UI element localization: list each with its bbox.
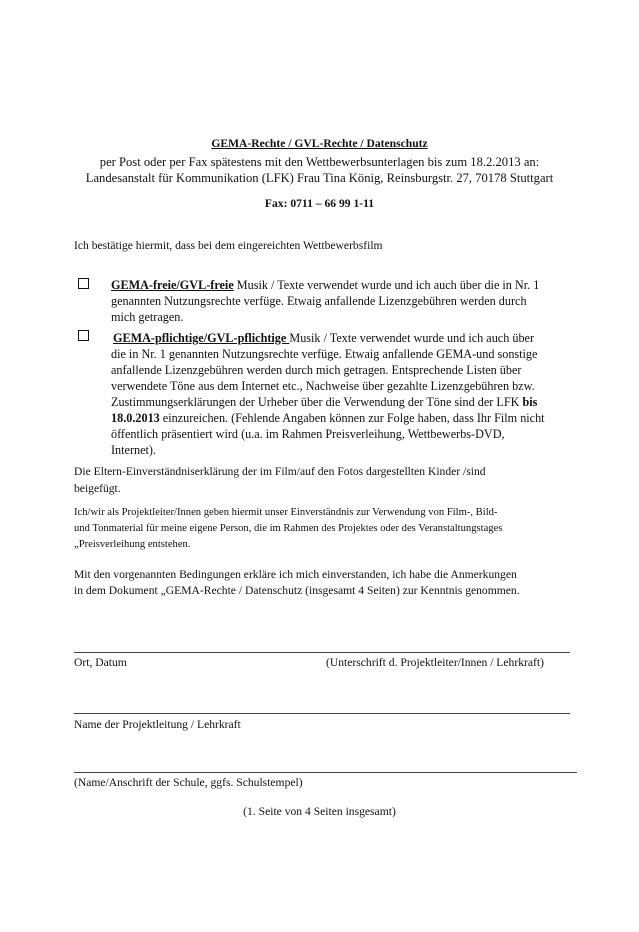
- option2-line2: die in Nr. 1 genannten Nutzungsrechte verfüge. Etwaig anfallende GEMA-und sonstige: [111, 347, 538, 361]
- parents-line2: beigefügt.: [74, 482, 121, 495]
- project-lead-label: Name der Projektleitung / Lehrkraft: [74, 718, 241, 731]
- page-footer: (1. Seite von 4 Seiten insgesamt): [243, 805, 396, 818]
- header-fax: Fax: 0711 – 66 99 1-11: [264, 197, 375, 210]
- checkbox-gema-required[interactable]: [78, 330, 89, 341]
- option1-line3: mich getragen.: [111, 310, 184, 324]
- option2-line8: Internet).: [111, 443, 157, 457]
- consent-line1: Ich/wir als Projektleiter/Innen geben hiermit unser Einverständnis zur Verwendung von Film-, Bild-: [74, 507, 498, 518]
- parents-line1: Die Eltern-Einverständniserklärung der im Film/auf den Fotos dargestellten Kinder /sind: [74, 465, 486, 478]
- signature-line-2[interactable]: [74, 713, 570, 714]
- option2-label: GEMA-pflichtige/GVL-pflichtige: [113, 331, 290, 345]
- option2-line4: verwendete Töne aus dem Internet etc., Nachweise über gezahlte Lizenzgebühren bzw.: [111, 379, 535, 393]
- option1-line1: GEMA-freie/GVL-freie Musik / Texte verwendet wurde und ich auch über die in Nr. 1: [111, 278, 540, 292]
- document-title: GEMA-Rechte / GVL-Rechte / Datenschutz: [211, 137, 428, 150]
- agreement-line2: in dem Dokument „GEMA-Rechte / Datenschutz (insgesamt 4 Seiten) zur Kenntnis genommen.: [74, 584, 520, 597]
- option1-label: GEMA-freie/GVL-freie: [111, 278, 234, 292]
- checkbox-gema-free[interactable]: [78, 278, 89, 289]
- option2-line5: Zustimmungserklärungen der Urheber über die Verwendung der Töne sind der LFK bis: [111, 395, 538, 409]
- intro-text: Ich bestätige hiermit, dass bei dem eingereichten Wettbewerbsfilm: [74, 239, 383, 252]
- place-date-label: Ort, Datum: [74, 656, 127, 669]
- school-label: (Name/Anschrift der Schule, ggfs. Schulstempel): [74, 776, 303, 789]
- consent-line3: „Preisverleihung entstehen.: [74, 539, 191, 550]
- signature-line-1[interactable]: [74, 652, 570, 653]
- agreement-line1: Mit den vorgenannten Bedingungen erkläre ich mich einverstanden, ich habe die Anmerkungen: [74, 568, 517, 581]
- option2-line3: anfallende Lizenzgebühren werden durch mich getragen. Entsprechende Listen über: [111, 363, 522, 377]
- option2-line6: 18.0.2013 einzureichen. (Fehlende Angaben können zur Folge haben, dass Ihr Film nicht: [111, 411, 545, 425]
- header-address: Landesanstalt für Kommunikation (LFK) Frau Tina König, Reinsburgstr. 27, 70178 Stuttgart: [85, 171, 554, 185]
- option2-line1: GEMA-pflichtige/GVL-pflichtige Musik / Texte verwendet wurde und ich auch über: [113, 331, 535, 345]
- consent-line2: und Tonmaterial für meine eigene Person, die im Rahmen des Projektes oder des Veranstaltungstages: [74, 523, 503, 534]
- header-instruction: per Post oder per Fax spätestens mit den Wettbewerbsunterlagen bis zum 18.2.2013 an:: [99, 155, 540, 169]
- signature-line-3[interactable]: [74, 772, 577, 773]
- signature-label: (Unterschrift d. Projektleiter/Innen / Lehrkraft): [326, 656, 544, 669]
- option1-line2: genannten Nutzungsrechte verfüge. Etwaig anfallende Lizenzgebühren werden durch: [111, 294, 527, 308]
- option2-line7: öffentlich präsentiert wird (u.a. im Rahmen Preisverleihung, Wettbewerbs-DVD,: [111, 427, 505, 441]
